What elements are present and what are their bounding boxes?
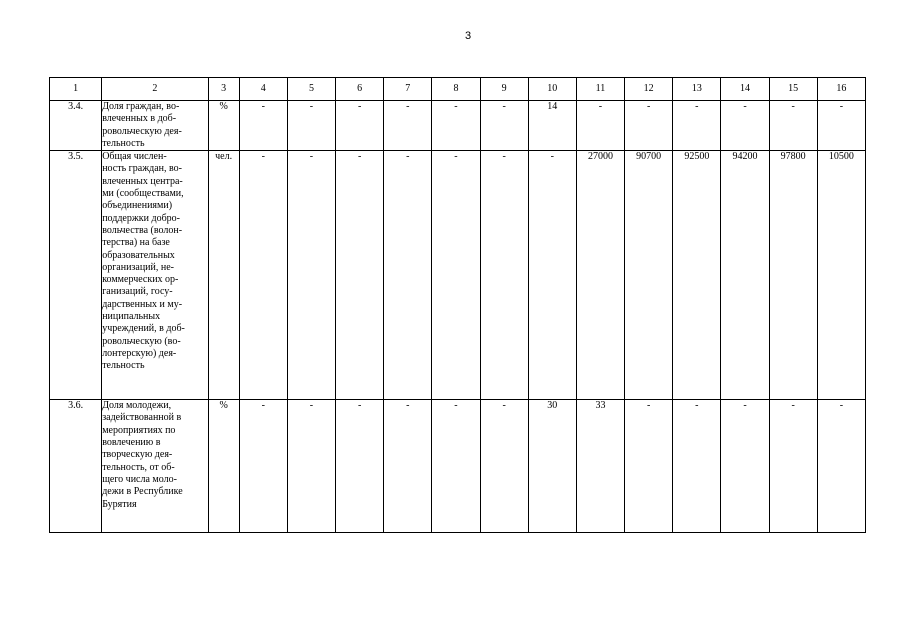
indicator-value: -	[432, 400, 480, 533]
column-header: 11	[576, 78, 624, 101]
indicator-number: 3.4.	[50, 101, 102, 151]
indicator-value: -	[480, 151, 528, 400]
column-header: 14	[721, 78, 769, 101]
indicator-value: -	[384, 400, 432, 533]
indicator-number: 3.5.	[50, 151, 102, 400]
indicator-value: -	[673, 400, 721, 533]
table-body	[50, 101, 866, 533]
column-header: 2	[102, 78, 208, 101]
column-header: 8	[432, 78, 480, 101]
indicator-value: 94200	[721, 151, 769, 400]
column-header: 1	[50, 78, 102, 101]
indicator-name: Доля молодежи, задействованной в мероприятиях по вовлечению в творческую дея- тельность, от об- щего числа моло- дежи в Республике Бурятия	[102, 400, 208, 533]
indicator-unit: %	[208, 400, 239, 533]
indicator-value: -	[625, 400, 673, 533]
column-header: 3	[208, 78, 239, 101]
indicator-value: -	[625, 101, 673, 151]
column-header: 12	[625, 78, 673, 101]
indicator-value: 92500	[673, 151, 721, 400]
column-header: 6	[336, 78, 384, 101]
column-header: 13	[673, 78, 721, 101]
indicator-value: -	[480, 101, 528, 151]
indicator-number: 3.6.	[50, 400, 102, 533]
indicator-value: -	[480, 400, 528, 533]
indicator-value: 90700	[625, 151, 673, 400]
column-header: 9	[480, 78, 528, 101]
indicator-name: Доля граждан, во- влеченных в доб- ровольческую дея- тельность	[102, 101, 208, 151]
indicator-value: -	[721, 400, 769, 533]
indicator-value: -	[336, 101, 384, 151]
indicator-value: -	[384, 151, 432, 400]
indicator-value: -	[432, 101, 480, 151]
indicator-value: -	[817, 400, 865, 533]
indicator-value: 30	[528, 400, 576, 533]
indicator-value: 10500	[817, 151, 865, 400]
column-header: 5	[287, 78, 335, 101]
indicator-value: -	[721, 101, 769, 151]
indicator-value: -	[239, 101, 287, 151]
indicator-value: -	[336, 151, 384, 400]
indicator-name: Общая числен- ность граждан, во- влеченных центра- ми (сообществами, объединениями) поддержки добро- вольчества (волон- терства) на базе образовательных организаций, не- коммерческих ор- ганизаций, госу- дарственных и му- ниципальных учреждений, в доб- ровольческую (во- лонтерскую) дея- тельность	[102, 151, 208, 400]
indicator-unit: чел.	[208, 151, 239, 400]
column-header: 15	[769, 78, 817, 101]
indicator-value: -	[576, 101, 624, 151]
indicator-value: -	[528, 151, 576, 400]
indicator-value: -	[287, 151, 335, 400]
column-header: 16	[817, 78, 865, 101]
table-row	[50, 400, 866, 533]
indicator-value: -	[287, 101, 335, 151]
column-header: 4	[239, 78, 287, 101]
indicator-value: 14	[528, 101, 576, 151]
indicator-value: -	[673, 101, 721, 151]
column-header: 7	[384, 78, 432, 101]
indicator-value: -	[239, 151, 287, 400]
table-row	[50, 101, 866, 151]
indicator-value: -	[769, 101, 817, 151]
indicator-value: 33	[576, 400, 624, 533]
indicator-value: 97800	[769, 151, 817, 400]
indicator-value: -	[769, 400, 817, 533]
indicator-value: -	[432, 151, 480, 400]
indicator-value: -	[287, 400, 335, 533]
column-header: 10	[528, 78, 576, 101]
indicator-value: -	[336, 400, 384, 533]
indicator-value: -	[384, 101, 432, 151]
header-row	[50, 78, 866, 101]
indicator-value: -	[239, 400, 287, 533]
indicator-value: 27000	[576, 151, 624, 400]
page-number: 3	[464, 30, 472, 42]
indicators-table	[49, 77, 866, 533]
indicator-value: -	[817, 101, 865, 151]
table-row	[50, 151, 866, 400]
indicator-unit: %	[208, 101, 239, 151]
